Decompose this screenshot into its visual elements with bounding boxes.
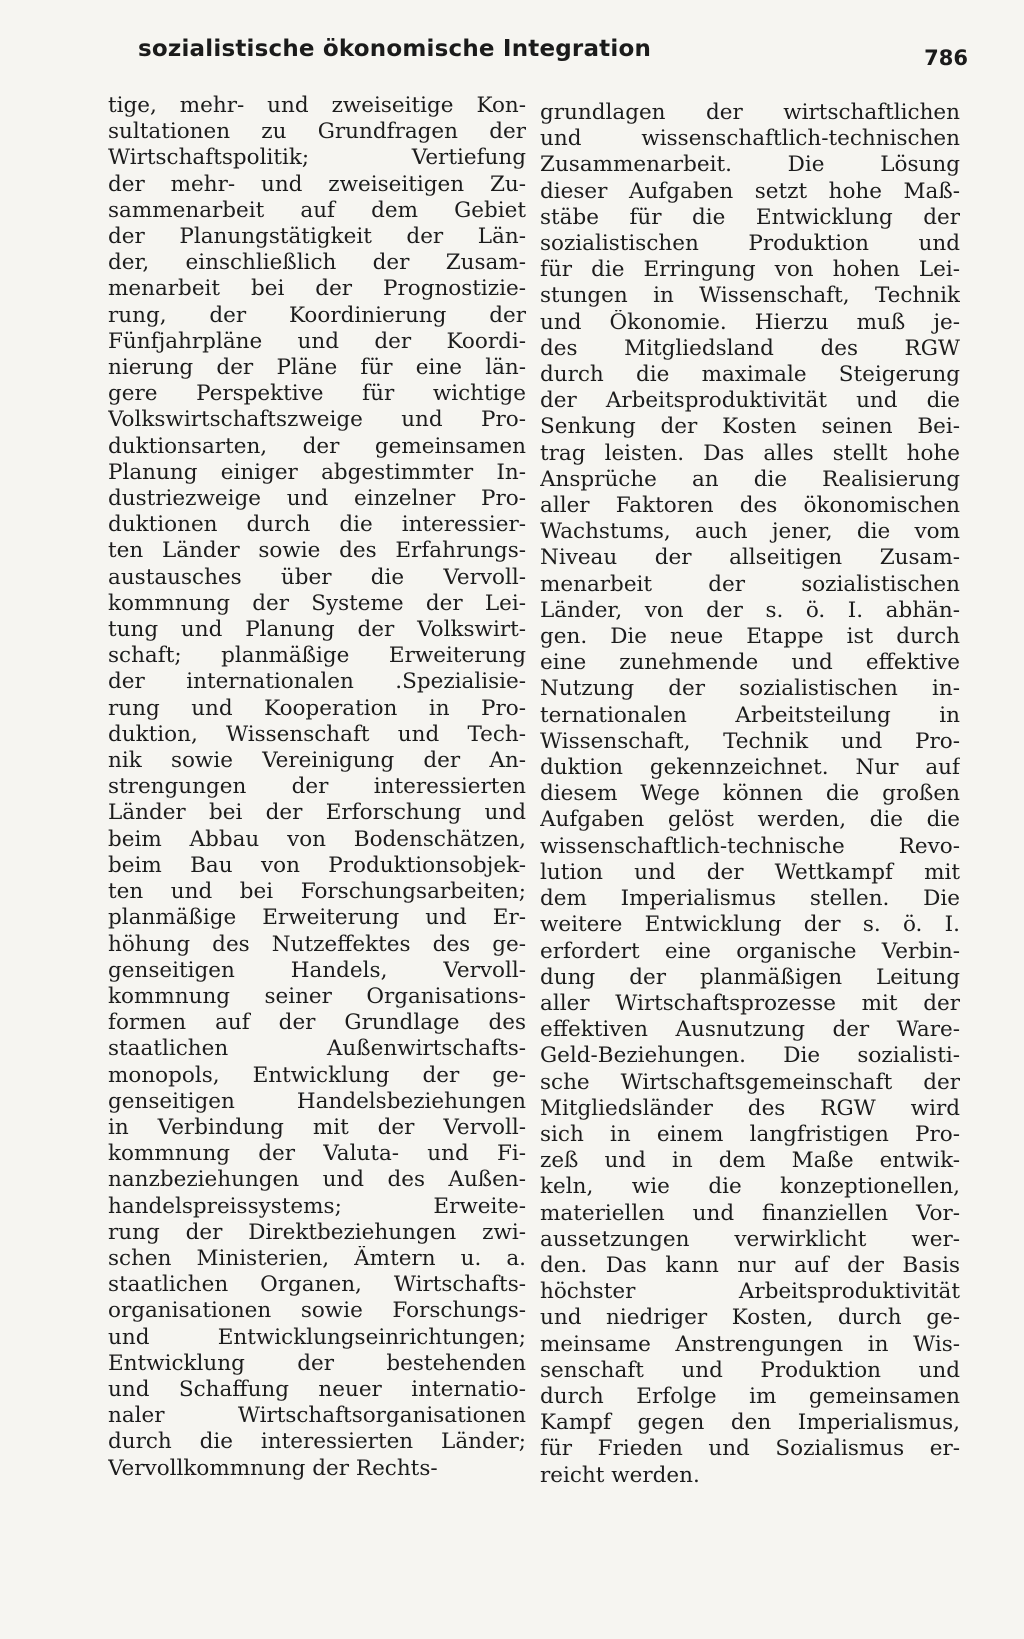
text-line: materiellen und finanziellen Vor- — [540, 1200, 960, 1226]
text-line: der Planungstätigkeit der Län- — [108, 224, 526, 250]
text-line: und Entwicklungseinrichtungen; — [108, 1324, 526, 1350]
text-line: ten und bei Forschungsarbeiten; — [108, 879, 526, 905]
text-line: senschaft und Produktion und — [540, 1357, 960, 1383]
text-line: Entwicklung der bestehenden — [108, 1350, 526, 1376]
text-line: wissenschaftlich-technische Revo- — [540, 833, 960, 859]
text-line: durch die interessierten Länder; — [108, 1429, 526, 1455]
text-line: organisationen sowie Forschungs- — [108, 1298, 526, 1324]
text-line: kommnung seiner Organisations- — [108, 983, 526, 1009]
text-line: weitere Entwicklung der s. ö. I. — [540, 912, 960, 938]
page-header — [138, 36, 968, 76]
text-line: nierung der Pläne für eine län- — [108, 355, 526, 381]
text-line: tung und Planung der Volkswirt- — [108, 617, 526, 643]
text-line: staatlichen Außenwirtschafts- — [108, 1036, 526, 1062]
text-line: stungen in Wissenschaft, Technik — [540, 283, 960, 309]
text-line: grundlagen der wirtschaftlichen — [540, 100, 960, 125]
text-line: Länder, von der s. ö. I. abhän- — [540, 597, 960, 623]
text-line: aller Wirtschaftsprozesse mit der — [540, 990, 960, 1016]
text-line: duktion gekennzeichnet. Nur auf — [540, 755, 960, 781]
text-line: erfordert eine organische Verbin- — [540, 938, 960, 964]
text-line: der, einschließlich der Zusam- — [108, 250, 526, 276]
text-line: sammenarbeit auf dem Gebiet — [108, 197, 526, 223]
text-line: aller Faktoren des ökonomischen — [540, 493, 960, 519]
left-text-column — [108, 93, 526, 1482]
text-line: kommnung der Systeme der Lei- — [108, 590, 526, 616]
text-line: keln, wie die konzeptionellen, — [540, 1174, 960, 1200]
text-line: lution und der Wettkampf mit — [540, 859, 960, 885]
text-line: rung und Kooperation in Pro- — [108, 695, 526, 721]
text-line: aussetzungen verwirklicht wer- — [540, 1226, 960, 1252]
text-line: gen. Die neue Etappe ist durch — [540, 624, 960, 650]
text-line: der mehr- und zweiseitigen Zu- — [108, 171, 526, 197]
text-line: sultationen zu Grundfragen der — [108, 119, 526, 145]
text-line: rung, der Koordinierung der — [108, 302, 526, 328]
text-line: austausches über die Vervoll- — [108, 564, 526, 590]
text-line: reicht werden. — [540, 1462, 700, 1488]
text-line: der internationalen .Spezialisie- — [108, 669, 526, 695]
text-line: und Schaffung neuer internatio- — [108, 1376, 526, 1402]
text-line: den. Das kann nur auf der Basis — [540, 1252, 960, 1278]
text-line: Zusammenarbeit. Die Lösung — [540, 152, 960, 178]
text-line: Geld-Beziehungen. Die sozialisti- — [540, 1043, 960, 1069]
text-line: monopols, Entwicklung der ge- — [108, 1062, 526, 1088]
text-line: und Ökonomie. Hierzu muß je- — [540, 309, 960, 335]
text-line: formen auf der Grundlage des — [108, 1010, 526, 1036]
text-line: Nutzung der sozialistischen in- — [540, 676, 960, 702]
text-line: Senkung der Kosten seinen Bei- — [540, 414, 960, 440]
text-line: ten Länder sowie des Erfahrungs- — [108, 538, 526, 564]
text-line: gere Perspektive für wichtige — [108, 381, 526, 407]
text-line: durch Erfolge im gemeinsamen — [540, 1383, 960, 1409]
text-line: des Mitgliedsland des RGW — [540, 335, 960, 361]
text-line: kommnung der Valuta- und Fi- — [108, 1141, 526, 1167]
text-line: beim Abbau von Bodenschätzen, — [108, 826, 526, 852]
text-line: zeß und in dem Maße entwik- — [540, 1148, 960, 1174]
text-line: der Arbeitsproduktivität und die — [540, 388, 960, 414]
text-line: duktionen durch die interessier- — [108, 512, 526, 538]
text-line: und niedriger Kosten, durch ge- — [540, 1305, 960, 1331]
text-line: sche Wirtschaftsgemeinschaft der — [540, 1069, 960, 1095]
right-text-column — [540, 100, 960, 1489]
running-head: sozialistische ökonomische Integration — [138, 36, 652, 62]
text-line: diesem Wege können die großen — [540, 781, 960, 807]
text-line: rung der Direktbeziehungen zwi- — [108, 1219, 526, 1245]
text-line: und wissenschaftlich-technischen — [540, 126, 960, 152]
text-line: Wachstums, auch jener, die vom — [540, 519, 960, 545]
text-line: Vervollkommnung der Rechts- — [108, 1455, 438, 1481]
text-line: effektiven Ausnutzung der Ware- — [540, 1017, 960, 1043]
text-line: höhung des Nutzeffektes des ge- — [108, 931, 526, 957]
text-line: menarbeit bei der Prognostizie- — [108, 276, 526, 302]
text-line: Länder bei der Erforschung und — [108, 800, 526, 826]
text-line: menarbeit der sozialistischen — [540, 571, 960, 597]
text-line: eine zunehmende und effektive — [540, 650, 960, 676]
text-line: schen Ministerien, Ämtern u. a. — [108, 1245, 526, 1271]
text-line: durch die maximale Steigerung — [540, 362, 960, 388]
text-line: naler Wirtschaftsorganisationen — [108, 1403, 526, 1429]
text-line: duktionsarten, der gemeinsamen — [108, 433, 526, 459]
text-line: beim Bau von Produktionsobjek- — [108, 852, 526, 878]
text-line: strengungen der interessierten — [108, 774, 526, 800]
text-line: Ansprüche an die Realisierung — [540, 466, 960, 492]
text-line: in Verbindung mit der Vervoll- — [108, 1114, 526, 1140]
text-line: ternationalen Arbeitsteilung in — [540, 702, 960, 728]
page-number: 786 — [924, 46, 968, 70]
text-line: Mitgliedsländer des RGW wird — [540, 1095, 960, 1121]
text-line: sich in einem langfristigen Pro- — [540, 1121, 960, 1147]
text-line: dem Imperialismus stellen. Die — [540, 886, 960, 912]
text-line: Wirtschaftspolitik; Vertiefung — [108, 145, 526, 171]
text-line: dustriezweige und einzelner Pro- — [108, 486, 526, 512]
text-line: dung der planmäßigen Leitung — [540, 964, 960, 990]
text-line: nanzbeziehungen und des Außen- — [108, 1167, 526, 1193]
text-line: Kampf gegen den Imperialismus, — [540, 1410, 960, 1436]
text-line: stäbe für die Entwicklung der — [540, 204, 960, 230]
text-line: schaft; planmäßige Erweiterung — [108, 643, 526, 669]
text-line: planmäßige Erweiterung und Er- — [108, 905, 526, 931]
text-line: Planung einiger abgestimmter In- — [108, 459, 526, 485]
text-line: trag leisten. Das alles stellt hohe — [540, 440, 960, 466]
text-line: Fünfjahrpläne und der Koordi- — [108, 328, 526, 354]
text-line: handelspreissystems; Erweite- — [108, 1193, 526, 1219]
text-line: für Frieden und Sozialismus er- — [540, 1436, 960, 1462]
text-line: höchster Arbeitsproduktivität — [540, 1279, 960, 1305]
text-line: Niveau der allseitigen Zusam- — [540, 545, 960, 571]
text-line: Wissenschaft, Technik und Pro- — [540, 728, 960, 754]
text-line: genseitigen Handelsbeziehungen — [108, 1088, 526, 1114]
text-line: dieser Aufgaben setzt hohe Maß- — [540, 178, 960, 204]
text-line: Volkswirtschaftszweige und Pro- — [108, 407, 526, 433]
text-line: tige, mehr- und zweiseitige Kon- — [108, 93, 526, 118]
text-line: duktion, Wissenschaft und Tech- — [108, 721, 526, 747]
text-line: für die Erringung von hohen Lei- — [540, 257, 960, 283]
text-line: sozialistischen Produktion und — [540, 231, 960, 257]
text-line: genseitigen Handels, Vervoll- — [108, 957, 526, 983]
text-line: nik sowie Vereinigung der An- — [108, 748, 526, 774]
text-line: Aufgaben gelöst werden, die die — [540, 807, 960, 833]
text-line: meinsame Anstrengungen in Wis- — [540, 1331, 960, 1357]
text-line: staatlichen Organen, Wirtschafts- — [108, 1272, 526, 1298]
